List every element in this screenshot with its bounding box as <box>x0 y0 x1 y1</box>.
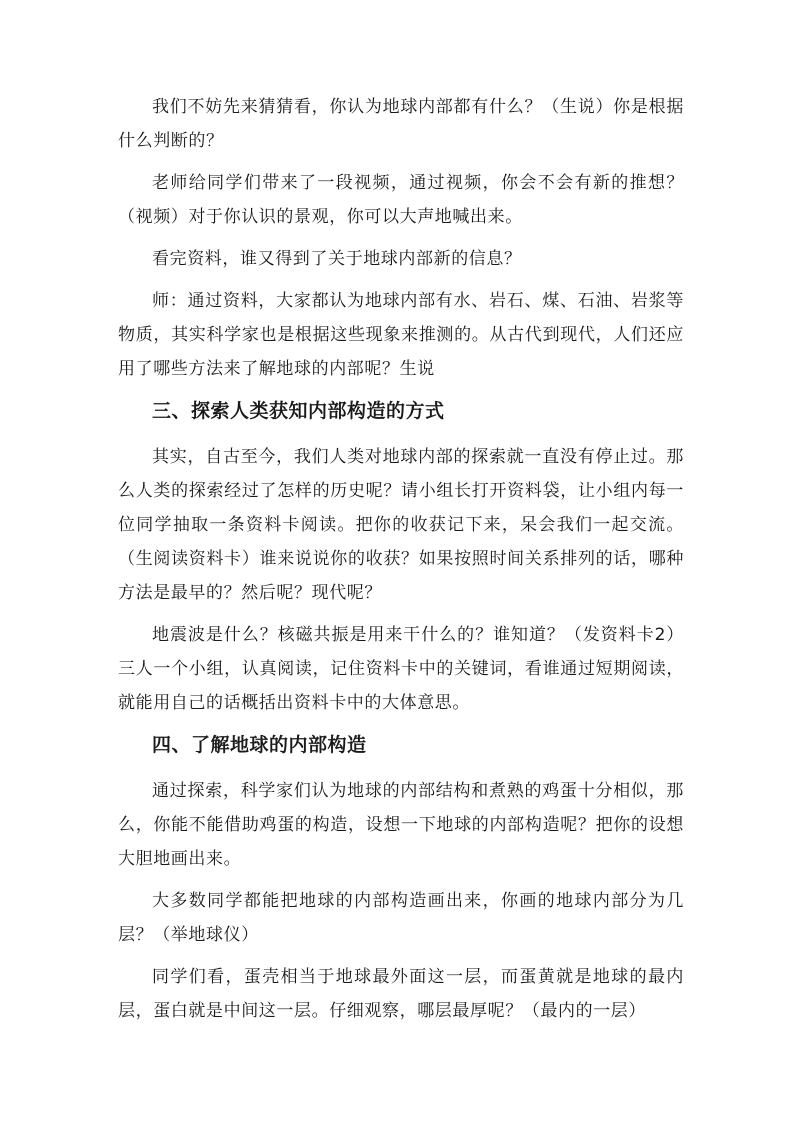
section-heading-structure: 四、了解地球的内部构造 <box>152 734 367 756</box>
paragraph-egg: 通过探索，科学家们认为地球的内部结构和煮熟的鸡蛋十分相似，那么，你能不能借助鸡蛋的构造，设想一下地球的内部构造呢？把你的设想大胆地画出来。 <box>118 781 684 869</box>
paragraph-teacher: 师：通过资料，大家都认为地球内部有水、岩石、煤、石油、岩浆等物质，其实科学家也是根据这些现象来推测的。从古代到现代，人们还应用了哪些方法来了解地球的内部呢？生说 <box>118 291 684 379</box>
paragraph-video: 老师给同学们带来了一段视频，通过视频，你会不会有新的推想？（视频）对于你认识的景观，你可以大声地喊出来。 <box>118 173 684 227</box>
paragraph-guess: 我们不妨先来猜猜看，你认为地球内部都有什么？（生说）你是根据什么判断的？ <box>118 97 684 151</box>
document-body <box>118 90 684 1036</box>
paragraph-thickest: 同学们看，蛋壳相当于地球最外面这一层，而蛋黄就是地球的最内层，蛋白就是中间这一层。仔细观察，哪层最厚呢？（最内的一层） <box>118 967 684 1021</box>
paragraph-seismic: 地震波是什么？核磁共振是用来干什么的？谁知道？（发资料卡2）三人一个小组，认真阅读，记住资料卡中的关键词，看谁通过短期阅读，就能用自己的话概括出资料卡中的大体意思。 <box>118 625 684 713</box>
paragraph-history: 其实，自古至今，我们人类对地球内部的探索就一直没有停止过。那么人类的探索经过了怎样的历史呢？请小组长打开资料袋，让小组内每一位同学抽取一条资料卡阅读。把你的收获记下来，呆会我们一起交流。（生阅读资料卡）谁来说说你的收获？如果按照时间关系排列的话，哪种方法是最早的？然后呢？现代呢？ <box>118 447 684 603</box>
section-heading-explore: 三、探索人类获知内部构造的方式 <box>152 400 445 422</box>
paragraph-layers: 大多数同学都能把地球的内部构造画出来，你画的地球内部分为几层？（举地球仪） <box>118 891 684 945</box>
paragraph-info: 看完资料，谁又得到了关于地球内部新的信息？ <box>152 249 522 269</box>
